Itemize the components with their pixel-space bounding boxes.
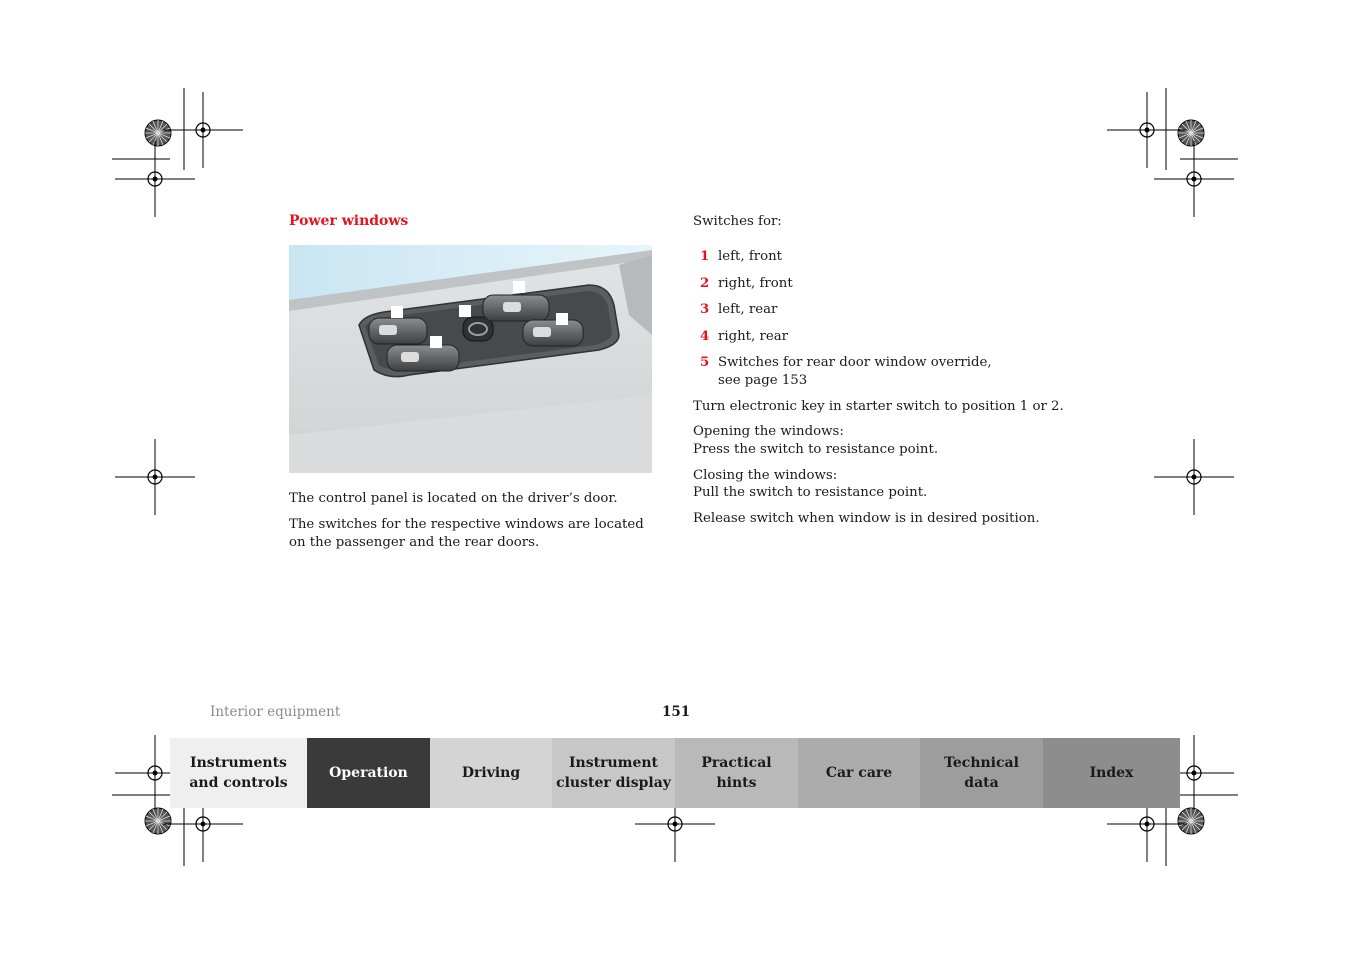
figure-code: P54.25- xyxy=(577,705,606,714)
closing-text: Pull the switch to resistance point. xyxy=(693,485,928,500)
tab-instrument-cluster-display[interactable]: Instrument cluster display xyxy=(552,738,675,808)
tab-car-care[interactable]: Car care xyxy=(798,738,920,808)
switch-rear-override xyxy=(463,317,493,341)
chapter-navigation xyxy=(170,738,1180,808)
footer-section-name: Interior equipment xyxy=(210,704,341,720)
list-item: 5 Switches for rear door window override, see page 153 xyxy=(700,355,992,388)
tab-operation[interactable]: Operation xyxy=(307,738,430,808)
switch-list xyxy=(693,248,1093,399)
switch-left-front xyxy=(369,318,427,344)
paragraph-control-panel: The control panel is located on the driver’s door. xyxy=(289,491,618,506)
page-reference-link[interactable]: see page 153 xyxy=(718,373,808,388)
instruction-release: Release switch when window is in desired position. xyxy=(693,511,1040,526)
list-item: 3 left, rear xyxy=(700,302,778,317)
marker-2 xyxy=(513,281,525,293)
list-item: 4 right, rear xyxy=(700,328,788,344)
switch-right-rear xyxy=(523,320,583,346)
figure-code-suffix: -26 xyxy=(633,705,645,714)
tab-instruments-and-controls[interactable]: Instruments and controls xyxy=(170,738,307,808)
tab-driving[interactable]: Driving xyxy=(430,738,552,808)
page-number: 151 xyxy=(662,704,691,720)
list-item: 1 left, front xyxy=(700,249,783,264)
opening-heading: Opening the windows: xyxy=(693,424,844,439)
closing-heading: Closing the windows: xyxy=(693,468,838,483)
marker-3 xyxy=(430,336,442,348)
marker-4 xyxy=(556,313,568,325)
paragraph-switch-locations: The switches for the respective windows are located on the passenger and the rear doors. xyxy=(289,517,644,550)
switch-left-rear xyxy=(387,345,459,371)
tab-practical-hints[interactable]: Practical hints xyxy=(675,738,798,808)
opening-text: Press the switch to resistance point. xyxy=(693,442,939,457)
marker-5 xyxy=(459,305,471,317)
tab-technical-data[interactable]: Technical data xyxy=(920,738,1043,808)
switch-right-front xyxy=(483,295,549,321)
marker-1 xyxy=(391,306,403,318)
section-title: Power windows xyxy=(289,213,409,229)
list-item: 2 right, front xyxy=(700,275,793,291)
instruction-key: Turn electronic key in starter switch to position 1 or 2. xyxy=(693,399,1064,414)
tab-index[interactable]: Index xyxy=(1043,738,1180,808)
switches-heading: Switches for: xyxy=(693,214,782,229)
